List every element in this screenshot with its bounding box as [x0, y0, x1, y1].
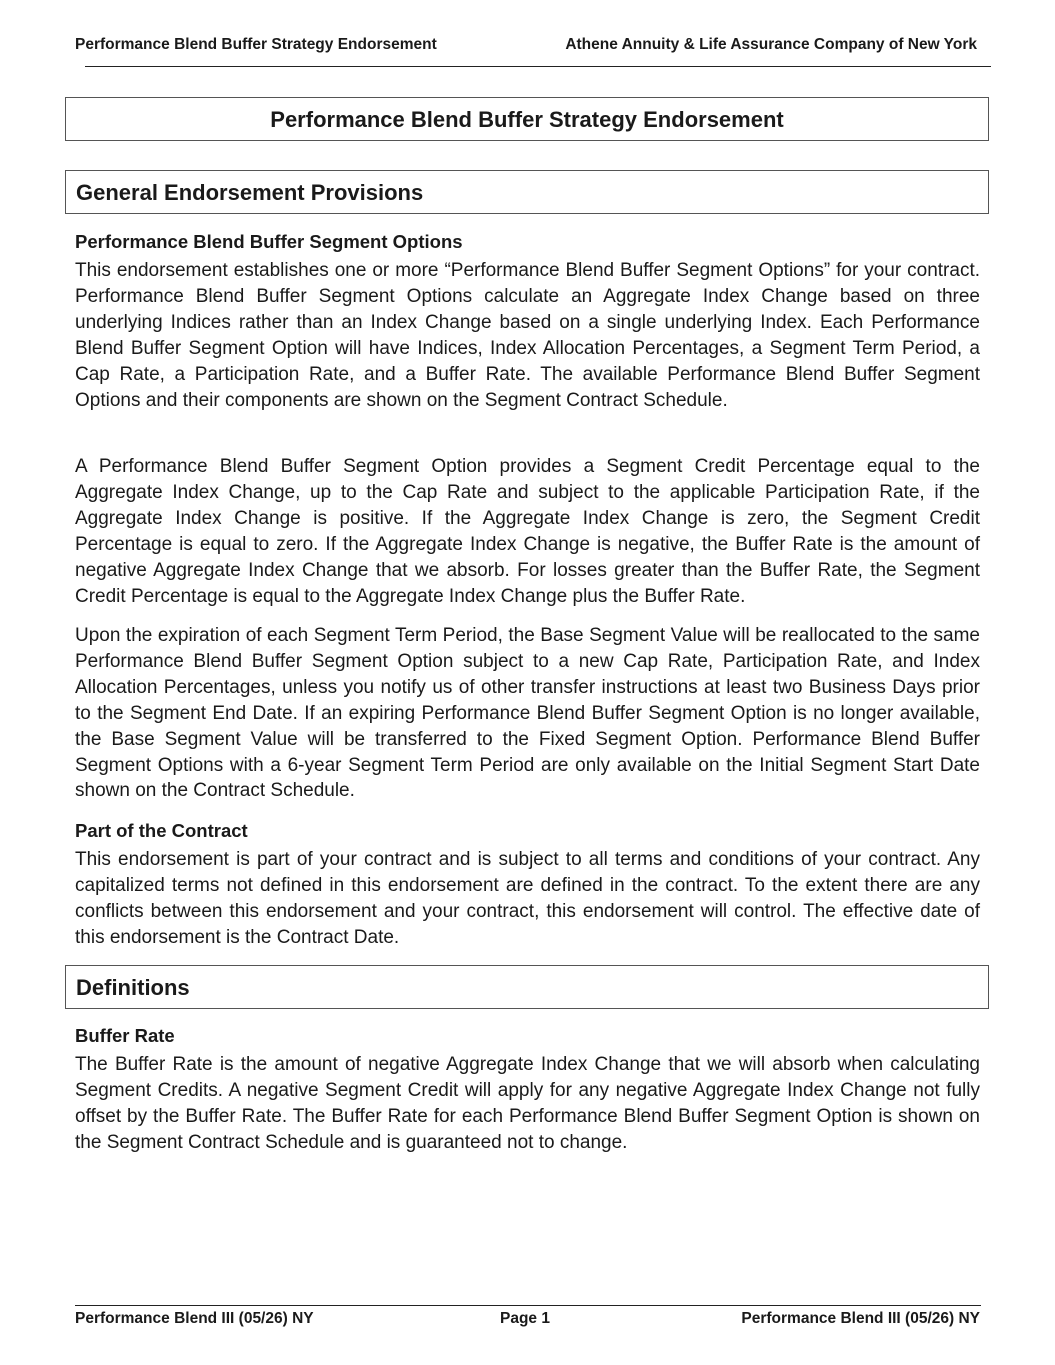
paragraph: A Performance Blend Buffer Segment Option provides a Segment Credit Percentage equal to the Aggregate Index Change, up to the Cap Rate and subject to the applicable Participation Rate, if the Aggregate Index Change is positive. If the Aggregate Index Change is zero, the Segment Credit Percentage is equal to zero. If the Aggregate Index Change is negative, the Buffer Rate is the amount of negative Aggregate Index Change that we absorb. For losses greater than the Buffer Rate, the Segment Credit Percentage is equal to the Aggregate Index Change plus the Buffer Rate.: [75, 456, 980, 607]
subheading-segment-options: Performance Blend Buffer Segment Options: [75, 231, 463, 252]
page-number: Page 1: [500, 1310, 550, 1327]
header-rule: [85, 66, 991, 67]
paragraph: The Buffer Rate is the amount of negative Aggregate Index Change that we will absorb when calculating Segment Credits. A negative Segment Credit will apply for any negative Aggregate Index Change not fully offset by the Buffer Rate. The Buffer Rate for each Performance Blend Buffer Segment Option is shown on the Segment Contract Schedule and is guaranteed not to change.: [75, 1054, 980, 1153]
paragraph: Upon the expiration of each Segment Term Period, the Base Segment Value will be reallocated to the same Performance Blend Buffer Segment Option subject to a new Cap Rate, Participation Rate, and Index Allocation Percentages, unless you notify us of other transfer instructions at least two Business Days prior to the Segment End Date. If an expiring Performance Blend Buffer Segment Option is no longer available, the Base Segment Value will be transferred to the Fixed Segment Option. Performance Blend Buffer Segment Options with a 6-year Segment Term Period are only available on the Initial Segment Start Date shown on the Contract Schedule.: [75, 625, 980, 802]
header-right: Athene Annuity & Life Assurance Company of New York: [565, 36, 977, 53]
paragraph: This endorsement is part of your contract and is subject to all terms and conditions of your contract. Any capitalized terms not defined in this endorsement are defined in the contract. To the extent there are any conflicts between this endorsement and your contract, this endorsement will control. The effective date of this endorsement is the Contract Date.: [75, 849, 980, 948]
document-title: Performance Blend Buffer Strategy Endorsement: [65, 97, 989, 141]
footer-right: Performance Blend III (05/26) NY: [741, 1310, 980, 1327]
header-left: Performance Blend Buffer Strategy Endorsement: [75, 36, 437, 53]
footer-left: Performance Blend III (05/26) NY: [75, 1310, 314, 1327]
subheading-part-of-contract: Part of the Contract: [75, 820, 248, 841]
footer-rule: [75, 1305, 981, 1306]
section-heading-definitions: Definitions: [65, 965, 989, 1009]
subheading-buffer-rate: Buffer Rate: [75, 1025, 175, 1046]
section-heading-general: General Endorsement Provisions: [65, 170, 989, 214]
paragraph: This endorsement establishes one or more “Performance Blend Buffer Segment Options” for your contract. Performance Blend Buffer Segment Options calculate an Aggregate Index Change based on three underlying Indices rather than an Index Change based on a single underlying Index. Each Performance Blend Buffer Segment Option will have Indices, Index Allocation Percentages, a Segment Term Period, a Cap Rate, a Participation Rate, and a Buffer Rate. The available Performance Blend Buffer Segment Options and their components are shown on the Segment Contract Schedule.: [75, 260, 980, 411]
